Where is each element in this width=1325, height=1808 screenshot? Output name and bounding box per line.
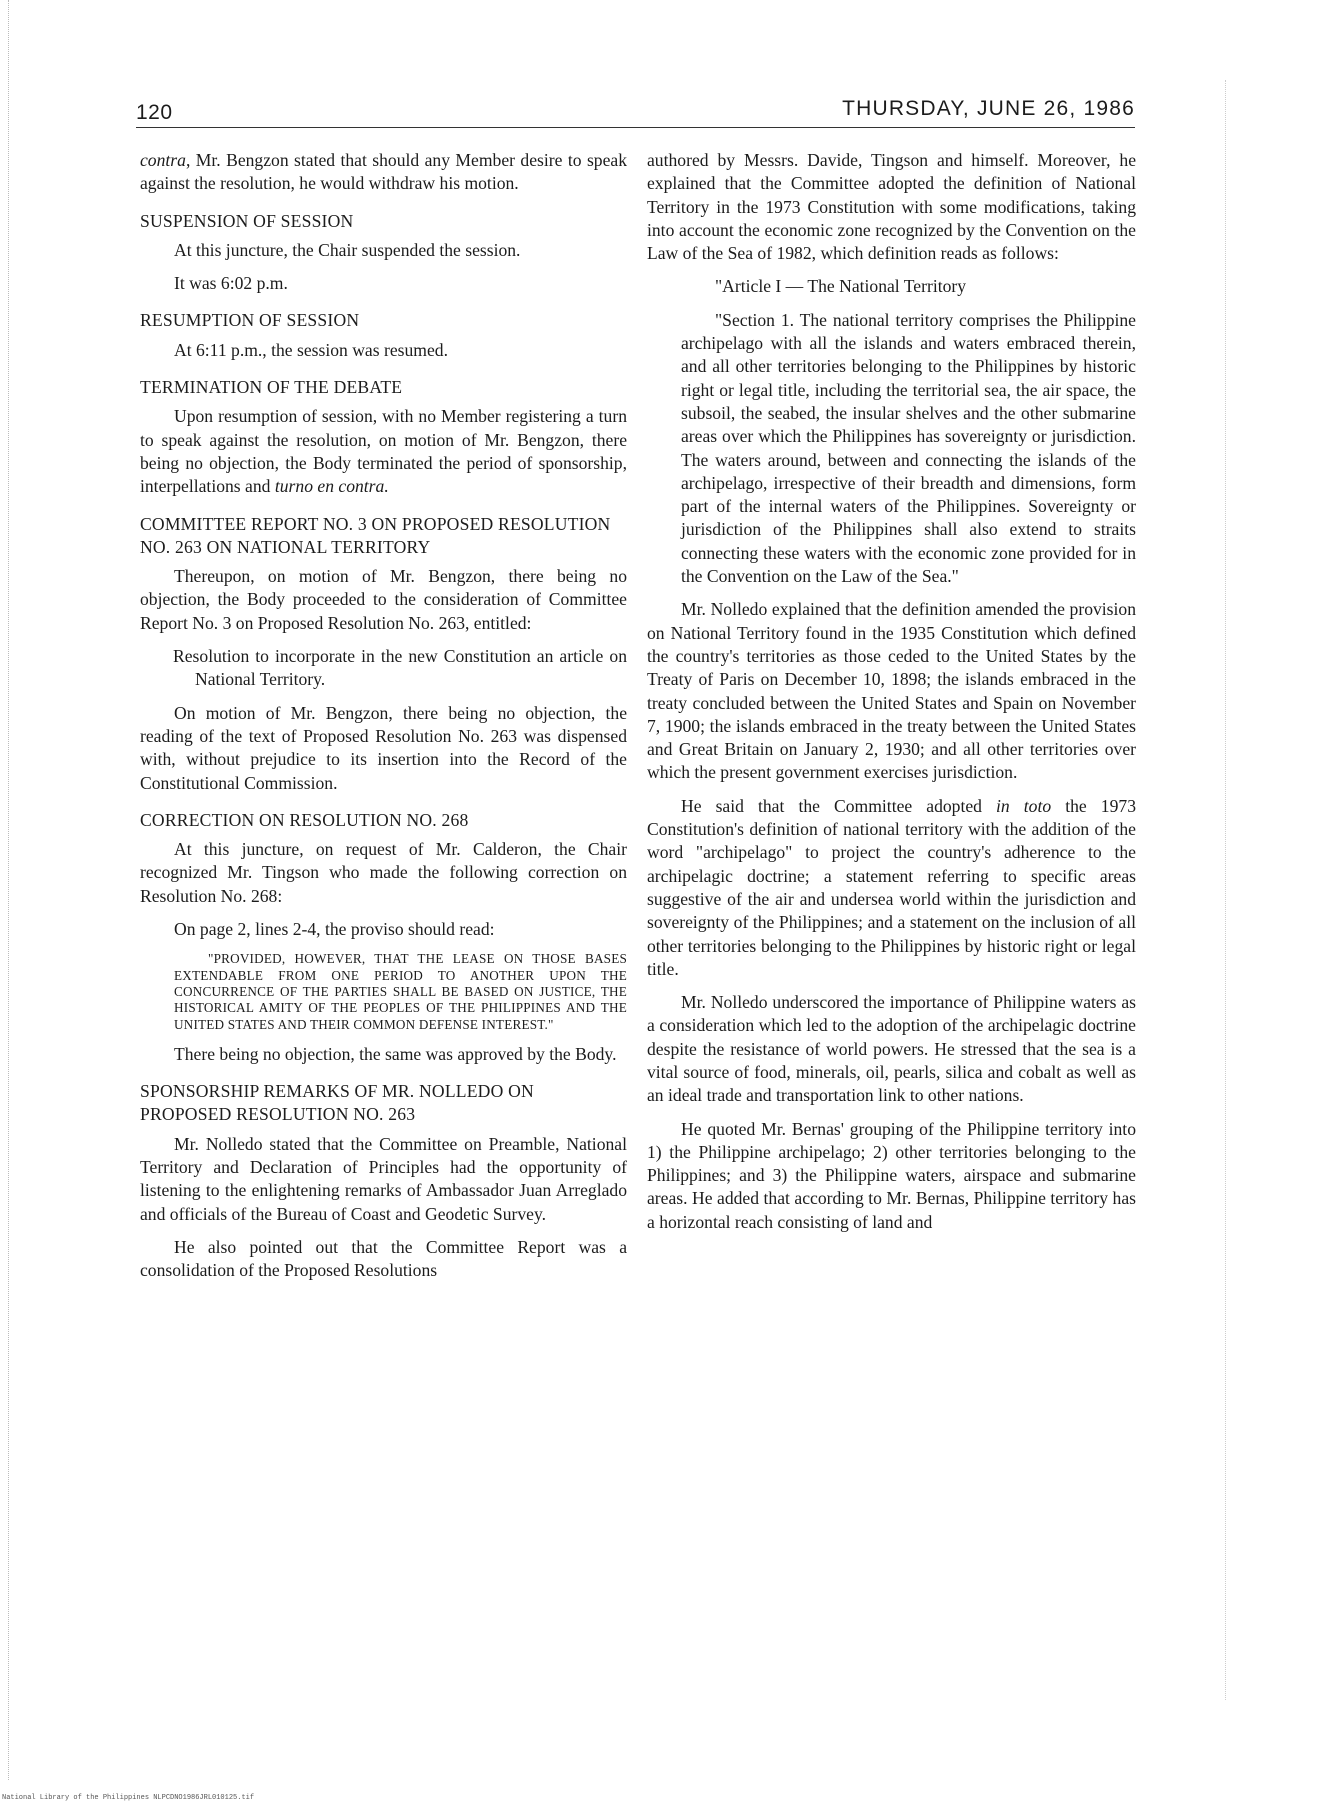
scan-edge-left [8,0,9,1780]
page-date: THURSDAY, JUNE 26, 1986 [842,97,1135,120]
paragraph-amended: Mr. Nolledo explained that the definition amended the provision on National Territory found in the 1935 Constitution which defined the country's territories as those ceded to the United States by the Treaty of Paris on December 10, 1898; the islands embraced in the treaty concluded between the United States and Spain on November 7, 1900; the islands embraced in the treaty between the United States and Great Britain on January 2, 1930; and all other territories over which the present government exercises jurisdiction. [647,599,1136,783]
heading-correction: CORRECTION ON RESOLUTION NO. 268 [140,809,469,830]
paragraph-reading: On motion of Mr. Bengzon, there being no objection, the reading of the text of Proposed Resolution No. 263 was dispensed with, without prejudice to its insertion into the Record of the Constitutional Commission. [140,702,627,793]
heading-committee-report: COMMITTEE REPORT NO. 3 ON PROPOSED RESOLUTION NO. 263 ON NATIONAL TERRITORY [140,513,611,557]
left-column [140,149,627,1292]
contra-text: , Mr. Bengzon stated that should any Member desire to speak against the resolution, he would withdraw his motion. [140,150,627,194]
paragraph-approved: There being no objection, the same was approved by the Body. [174,1043,617,1064]
paragraph-contra [140,149,627,196]
heading-sponsorship: SPONSORSHIP REMARKS OF MR. NOLLEDO ON PROPOSED RESOLUTION NO. 263 [140,1081,534,1125]
heading-termination: TERMINATION OF THE DEBATE [140,377,403,398]
in-toto-text-b: the 1973 Constitution's definition of national territory with the addition of the word "archipelago" to project the country's adherence to the archipelagic doctrine; a statement referring to specific areas suggestive of the air and undersea world within the jurisdiction and sovereignty of the Philippines; and a statement on the inclusion of all other territories belonging to the Philippines by historic right or legal title. [647,795,1136,979]
paragraph-bernas: He quoted Mr. Bernas' grouping of the Philippine territory into 1) the Philippine archipelago; 2) other territories belonging to the Philippines; and 3) the Philippine waters, airspace and submarine areas. He added that according to Mr. Bernas, Philippine territory has a horizontal reach consisting of land and [647,1118,1136,1232]
termination-italic: turno en contra. [274,476,389,497]
paragraph-correction: At this juncture, on request of Mr. Calderon, the Chair recognized Mr. Tingson who made the following correction on Resolution No. 268: [140,839,627,906]
right-column [647,149,1136,1244]
quote-proviso: "PROVIDED, HOWEVER, THAT THE LEASE ON THOSE BASES EXTENDABLE FROM ONE PERIOD TO ANOTHER UPON THE CONCURRENCE OF THE PARTIES SHALL BE BASED ON JUSTICE, THE HISTORICAL AMITY OF THE PEOPLES OF THE PHILIPPINES AND THE UNITED STATES AND THEIR COMMON DEFENSE INTEREST." [174,951,627,1032]
heading-resumption: RESUMPTION OF SESSION [140,310,360,331]
heading-suspension: SUSPENSION OF SESSION [140,210,354,231]
article-title: "Article I — The National Territory [715,276,967,297]
paragraph-suspension-1: At this juncture, the Chair suspended the session. [174,239,521,260]
scan-edge-right [1225,80,1226,1700]
termination-text: Upon resumption of session, with no Member registering a turn to speak against the resolution, on motion of Mr. Bengzon, there being no objection, the Body terminated the period of sponsorship, interpellations and [140,406,627,497]
page-number: 120 [136,101,173,124]
paragraph-in-toto [647,795,1136,981]
in-toto-text-a: He said that the Committee adopted [681,795,997,816]
in-toto-italic: in toto [996,795,1052,816]
header-rule [136,127,1135,128]
paragraph-suspension-2: It was 6:02 p.m. [174,273,288,294]
paragraph-resumption: At 6:11 p.m., the session was resumed. [174,339,448,360]
paragraph-page2: On page 2, lines 2-4, the proviso should read: [174,919,495,940]
paragraph-underscored: Mr. Nolledo underscored the importance of Philippine waters as a consideration which led to the adoption of the archipelagic doctrine despite the resistance of world powers. He stressed that the sea is a vital source of food, minerals, oil, pearls, silica and cobalt as well as an ideal trade and transportation link to other nations. [647,992,1136,1106]
quote-resolution-title: Resolution to incorporate in the new Constitution an article on National Territory. [173,646,627,690]
paragraph-pointed-out: He also pointed out that the Committee Report was a consolidation of the Proposed Resolutions [140,1236,627,1281]
contra-italic: contra [140,150,186,170]
paragraph-authored: authored by Messrs. Davide, Tingson and himself. Moreover, he explained that the Committee adopted the definition of National Territory in the 1973 Constitution with some modifications, taking into account the economic zone recognized by the Convention on the Law of the Sea of 1982, which definition reads as follows: [647,150,1136,264]
paragraph-committee: Thereupon, on motion of Mr. Bengzon, there being no objection, the Body proceeded to the consideration of Committee Report No. 3 on Proposed Resolution No. 263, entitled: [140,566,627,633]
paragraph-termination [140,405,627,498]
paragraph-nolledo-stated: Mr. Nolledo stated that the Committee on Preamble, National Territory and Declaration of Principles had the opportunity of listening to the enlightening remarks of Ambassador Juan Arreglado and officials of the Bureau of Coast and Geodetic Survey. [140,1133,627,1224]
article-section-1: "Section 1. The national territory comprises the Philippine archipelago with all the islands and waters embraced therein, and all other territories belonging to the Philippines by historic right or legal title, including the territorial sea, the air space, the subsoil, the seabed, the insular shelves and the other submarine areas over which the Philippines has sovereignty or jurisdiction. The waters around, between and connecting the islands of the archipelago, irrespective of their breadth and dimensions, form part of the internal waters of the Philippines. Sovereignty or jurisdiction of the Philippines shall also extend to straits connecting these waters with the economic zone provided for in the Convention on the Law of the Sea." [681,309,1136,587]
scan-footer-label: National Library of the Philippines NLPCDNO1986JRL010125.tif [2,1794,255,1802]
